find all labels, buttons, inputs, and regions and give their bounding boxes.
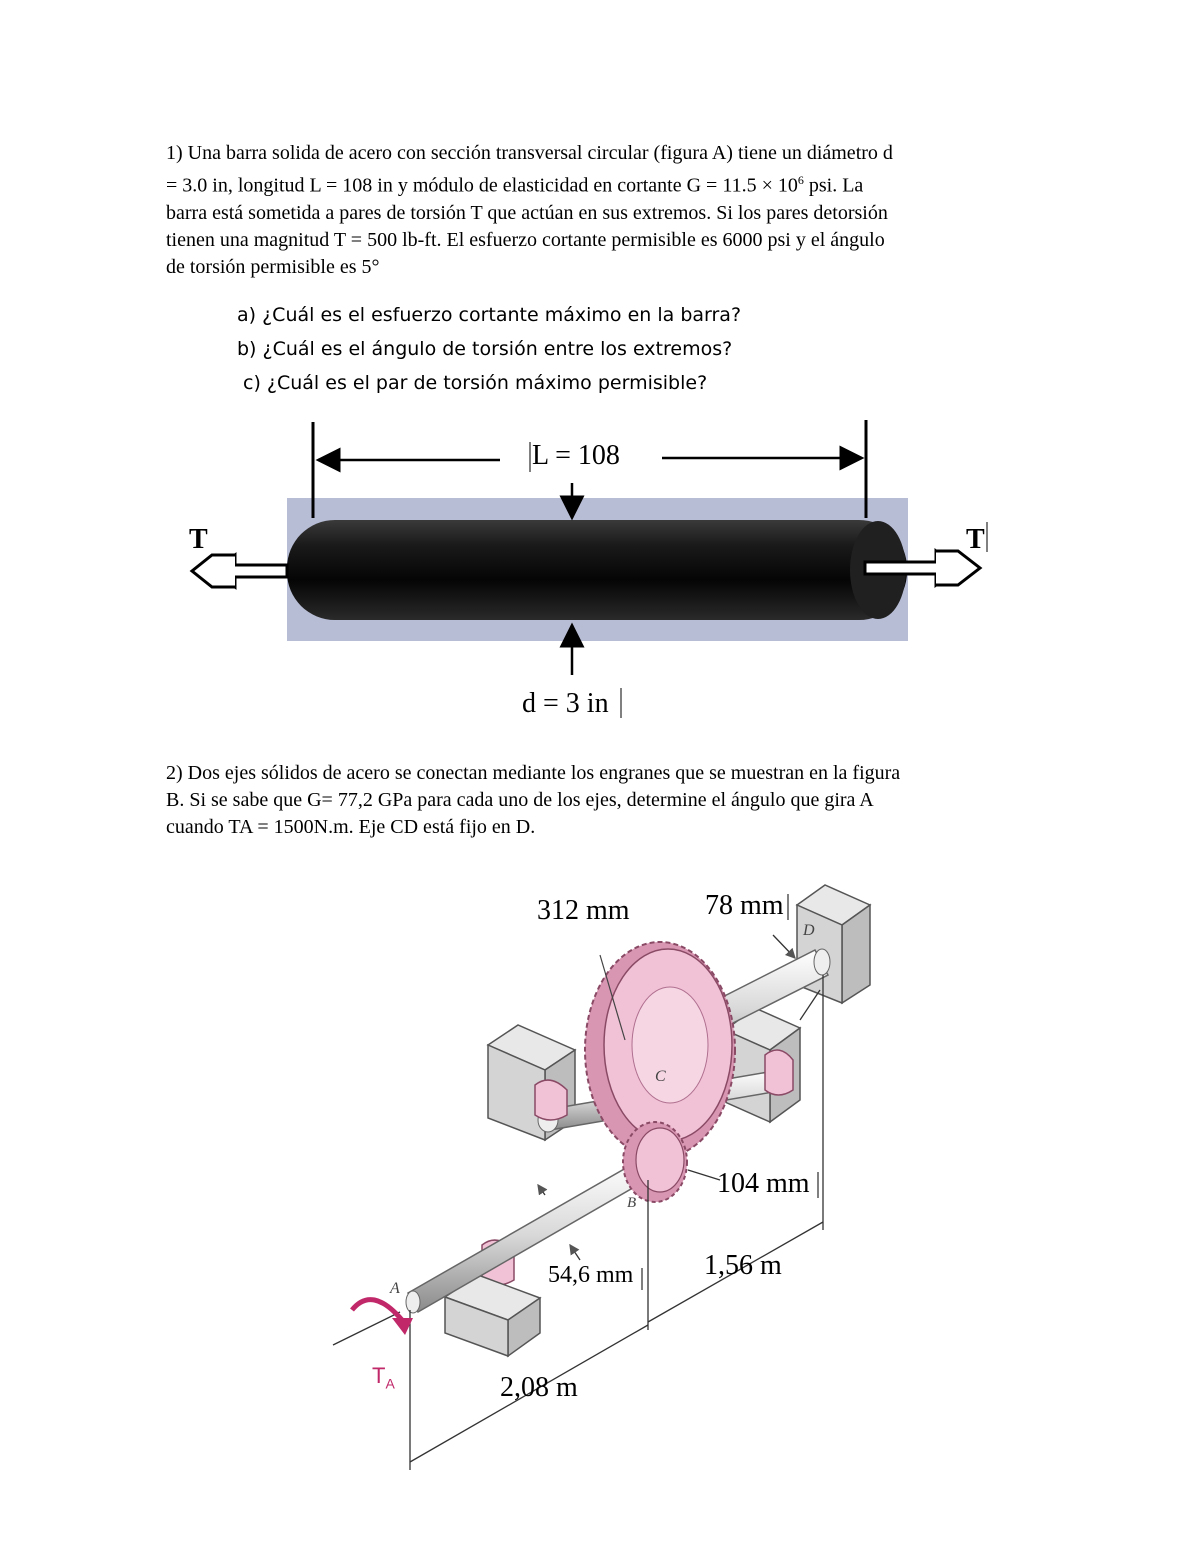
problem2-line3: cuando TA = 1500N.m. Eje CD está fijo en D.	[166, 816, 536, 838]
point-b-label: B	[627, 1195, 637, 1211]
problem1-line3: barra está sometida a pares de torsión T que actúan en sus extremos. Si los pares detorsión	[166, 201, 888, 224]
torque-label-right: T	[966, 524, 985, 555]
point-c-label: C	[655, 1068, 666, 1085]
question-b: b) ¿Cuál es el ángulo de torsión entre los extremos?	[237, 338, 733, 360]
problem1-line1: 1) Una barra solida de acero con sección transversal circular (figura A) tiene un diámetro d	[166, 142, 893, 164]
torque-label-left: T	[189, 524, 208, 555]
question-c: c) ¿Cuál es el par de torsión máximo permisible?	[243, 372, 708, 394]
problem2-line2: B. Si se sabe que G= 77,2 GPa para cada uno de los ejes, determine el ángulo que gira A	[166, 789, 874, 811]
length-label: L = 108	[532, 440, 620, 471]
problem1-line5: de torsión permisible es 5°	[166, 255, 380, 278]
point-d-label: D	[803, 922, 815, 939]
gear-c-radius-label: 312 mm	[537, 895, 630, 926]
torque-ta-label: $T_A$	[372, 1363, 395, 1392]
torque-arrow-a	[352, 1300, 413, 1335]
length-cd-label: 1,56 m	[704, 1250, 782, 1281]
shaft-cd-diameter-label: 78 mm	[705, 890, 784, 921]
gear-b-radius-label: 104 mm	[717, 1168, 810, 1199]
problem1-line4: tienen una magnitud T = 500 lb-ft. El esfuerzo cortante permisible es 6000 psi y el ángulo	[166, 228, 885, 251]
length-ab-label: 2,08 m	[500, 1372, 578, 1403]
gear-b	[623, 1122, 687, 1202]
point-a-label: A	[390, 1280, 400, 1297]
question-a: a) ¿Cuál es el esfuerzo cortante máximo en la barra?	[237, 304, 742, 326]
shaft-ab	[406, 1160, 650, 1313]
shaft-ab-diameter-label: 54,6 mm	[548, 1262, 634, 1288]
problem2-line1: 2) Dos ejes sólidos de acero se conectan mediante los engranes que se muestran en la figura	[166, 762, 901, 784]
problem1-line2: = 3.0 in, longitud L = 108 in y módulo de elasticidad en cortante $G = 11.5 \times 10^6$ psi. La	[166, 173, 864, 197]
diameter-label: d = 3 in	[522, 688, 609, 719]
